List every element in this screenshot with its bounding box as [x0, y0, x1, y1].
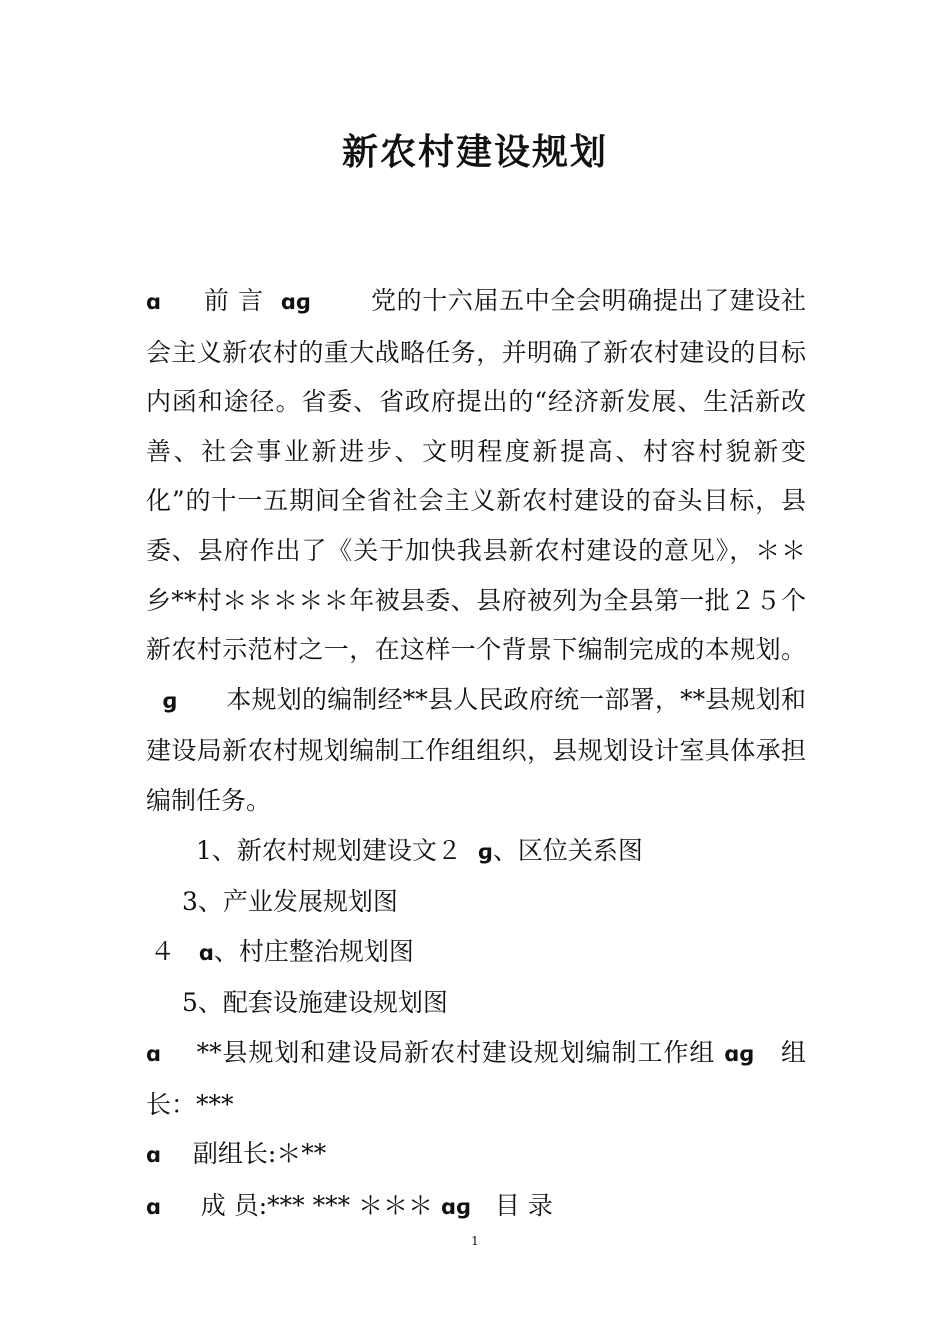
marker: ɑ	[146, 1041, 162, 1066]
list-item-text: 1、新农村规划建设文２	[196, 835, 462, 865]
list-item-number: ４	[150, 936, 176, 966]
members-line	[146, 1181, 806, 1233]
list-item	[146, 826, 806, 878]
preface-text-2: 本规划的编制经**县人民政府统一部署，**县规划和建设局新农村规划编制工作组组织，县规划设计室具体承担编制任务。	[146, 684, 806, 815]
list-item-text: 3、产业发展规划图	[182, 887, 398, 917]
preface-paragraph	[146, 276, 806, 826]
marker: ɑ	[198, 940, 214, 965]
deputy-text: 副组长:＊**	[192, 1139, 327, 1169]
marker: ɑ	[146, 1194, 162, 1219]
deputy-line	[146, 1129, 806, 1181]
document-title: 新农村建设规划	[341, 132, 608, 173]
preface-heading: 前 言	[203, 286, 264, 315]
marker: ɑɡ	[724, 1041, 755, 1066]
list-item-text: 、村庄整治规划图	[213, 936, 414, 966]
marker: ɡ	[162, 688, 178, 713]
preface-text: 党的十六届五中全会明确提出了建设社会主义新农村的重大战略任务，并明确了新农村建设的目标内函和途径。省委、省政府提出的“经济新发展、生活新改善、社会事业新进步、文明程度新提高、村容村貌新变化”的十一五期间全省社会主义新农村建设的奋头目标，县委、县府作出了《关于加快我县新农村建设的意见》，＊＊乡**村＊＊＊＊＊年被县委、县府被列为全县第一批２５个新农村示范村之一，在这样一个背景下编制完成的本规划。	[146, 286, 806, 665]
toc-heading: 目 录	[494, 1190, 553, 1220]
members-text: 成 员:*** *** ＊＊＊	[200, 1190, 434, 1220]
list-item	[146, 877, 806, 927]
team-leader-text: 组长：***	[146, 1037, 806, 1119]
page-number: 1	[471, 1234, 479, 1248]
list-item-text: 5、配套设施建设规划图	[182, 988, 448, 1018]
team-group-text: **县规划和建设局新农村建设规划编制工作组	[196, 1037, 716, 1067]
marker: ɑɡ	[441, 1194, 472, 1219]
marker: ɑ	[146, 1143, 162, 1168]
marker: ɑ	[146, 290, 162, 314]
list-item	[146, 927, 806, 979]
team-paragraph	[146, 1028, 806, 1129]
document-body	[146, 276, 806, 1232]
marker: ɑɡ	[280, 290, 311, 314]
marker: ɡ	[477, 839, 493, 864]
list-item	[146, 978, 806, 1028]
list-item-text: 、区位关系图	[492, 835, 643, 865]
